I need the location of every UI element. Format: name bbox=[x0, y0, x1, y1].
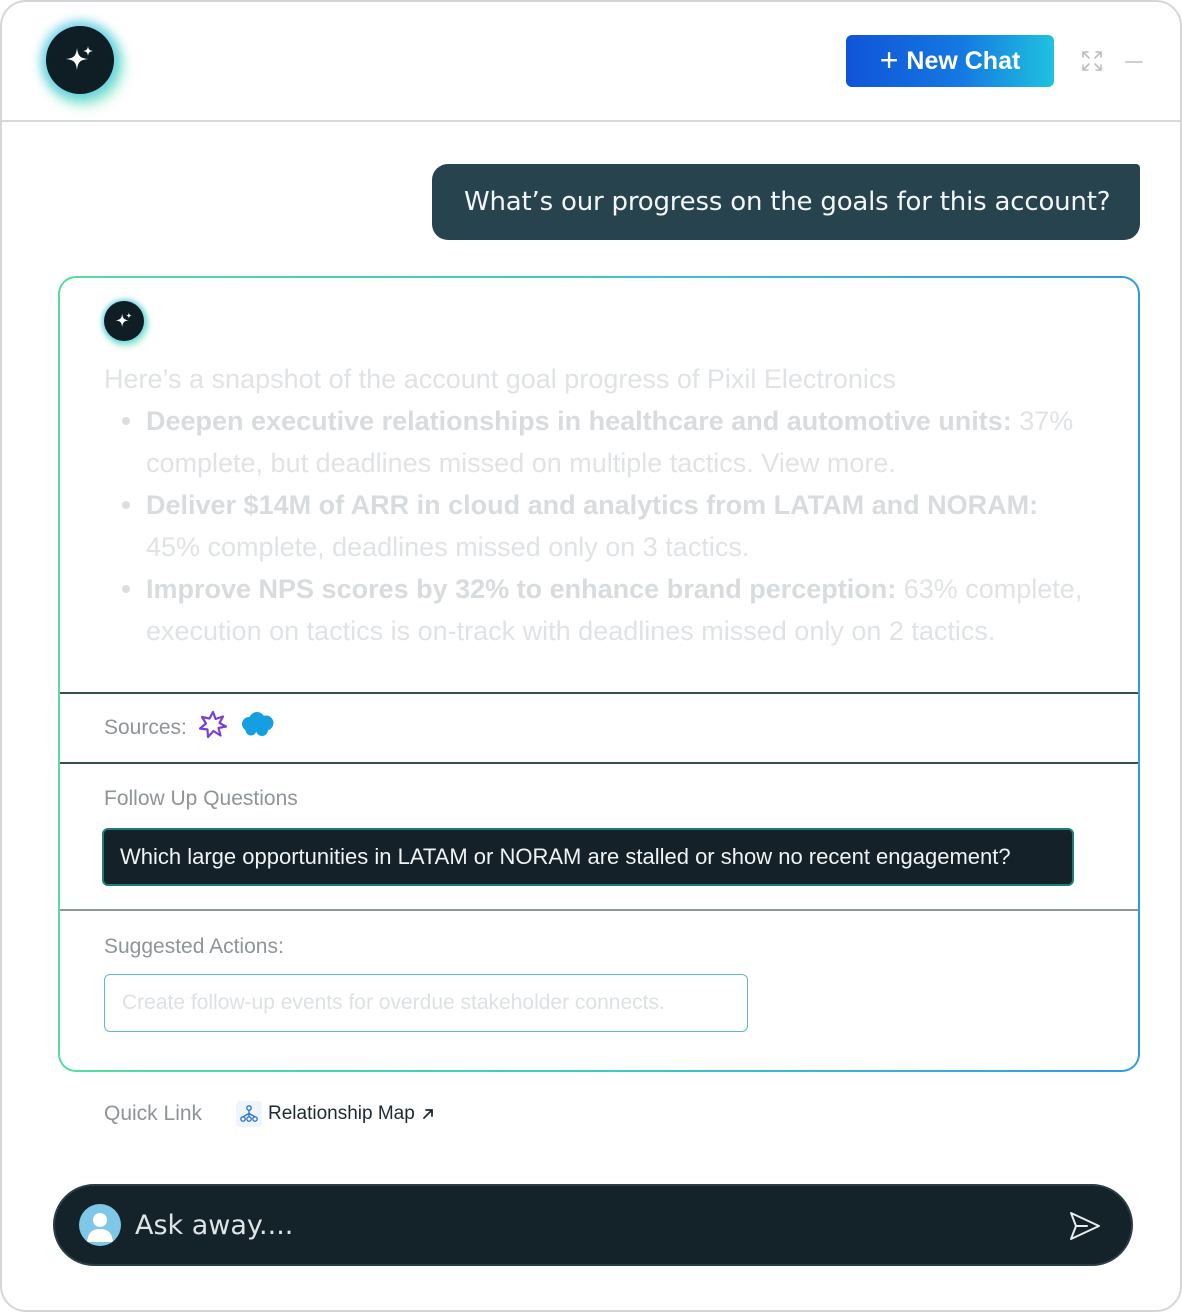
relationship-map-label: Relationship Map bbox=[268, 1103, 415, 1124]
ask-bar bbox=[53, 1184, 1133, 1266]
goal-status: 63% complete, execution on tactics is on-track with deadlines missed only on 2 tactics. bbox=[146, 574, 1083, 646]
expand-icon[interactable] bbox=[1080, 49, 1104, 73]
salesforce-cloud-icon[interactable] bbox=[238, 710, 276, 740]
send-icon[interactable] bbox=[1067, 1208, 1103, 1244]
assistant-logo bbox=[46, 26, 114, 94]
new-chat-label: New Chat bbox=[906, 46, 1021, 75]
assistant-avatar bbox=[104, 301, 144, 341]
response-intro: Here’s a snapshot of the account goal progress of Pixil Electronics bbox=[104, 364, 896, 394]
goal-status: 37% complete, but deadlines missed on multiple tactics. View more. bbox=[146, 406, 1074, 478]
goal-item bbox=[120, 568, 1084, 652]
goal-title: Deliver $14M of ARR in cloud and analytics from LATAM and NORAM: bbox=[146, 490, 1039, 520]
divider bbox=[60, 909, 1138, 911]
sparkle-icon bbox=[113, 310, 135, 332]
user-avatar-icon bbox=[79, 1204, 121, 1246]
arrow-up-right-icon bbox=[421, 1107, 435, 1121]
new-chat-button[interactable] bbox=[846, 35, 1054, 87]
divider bbox=[60, 762, 1138, 764]
plus-icon: + bbox=[879, 41, 899, 78]
sources-label: Sources: bbox=[104, 716, 187, 739]
follow-up-question-chip[interactable]: Which large opportunities in LATAM or NORAM are stalled or show no recent engagement? bbox=[102, 828, 1074, 886]
goal-title: Improve NPS scores by 32% to enhance brand perception: bbox=[146, 574, 897, 604]
quick-link-label: Quick Link bbox=[104, 1102, 203, 1125]
starburst-icon[interactable] bbox=[198, 710, 228, 740]
goal-list bbox=[120, 400, 1084, 652]
follow-up-label: Follow Up Questions bbox=[104, 787, 298, 810]
goal-title: Deepen executive relationships in healthcare and automotive units: bbox=[146, 406, 1012, 436]
goal-status: 45% complete, deadlines missed only on 3 tactics. bbox=[146, 532, 750, 562]
response-text bbox=[104, 358, 1084, 652]
org-chart-icon bbox=[236, 1101, 262, 1127]
suggested-action-chip[interactable]: Create follow-up events for overdue stakeholder connects. bbox=[104, 974, 748, 1032]
user-message-bubble: What’s our progress on the goals for this account? bbox=[432, 164, 1140, 240]
ask-input[interactable] bbox=[135, 1198, 1035, 1252]
minimize-icon[interactable] bbox=[1122, 49, 1146, 73]
sparkle-icon bbox=[62, 42, 98, 78]
goal-item bbox=[120, 484, 1084, 568]
relationship-map-link[interactable] bbox=[236, 1101, 435, 1127]
goal-item bbox=[120, 400, 1084, 484]
divider bbox=[60, 692, 1138, 694]
response-card bbox=[58, 276, 1140, 1072]
header bbox=[2, 2, 1180, 122]
suggested-actions-label: Suggested Actions: bbox=[104, 935, 284, 958]
